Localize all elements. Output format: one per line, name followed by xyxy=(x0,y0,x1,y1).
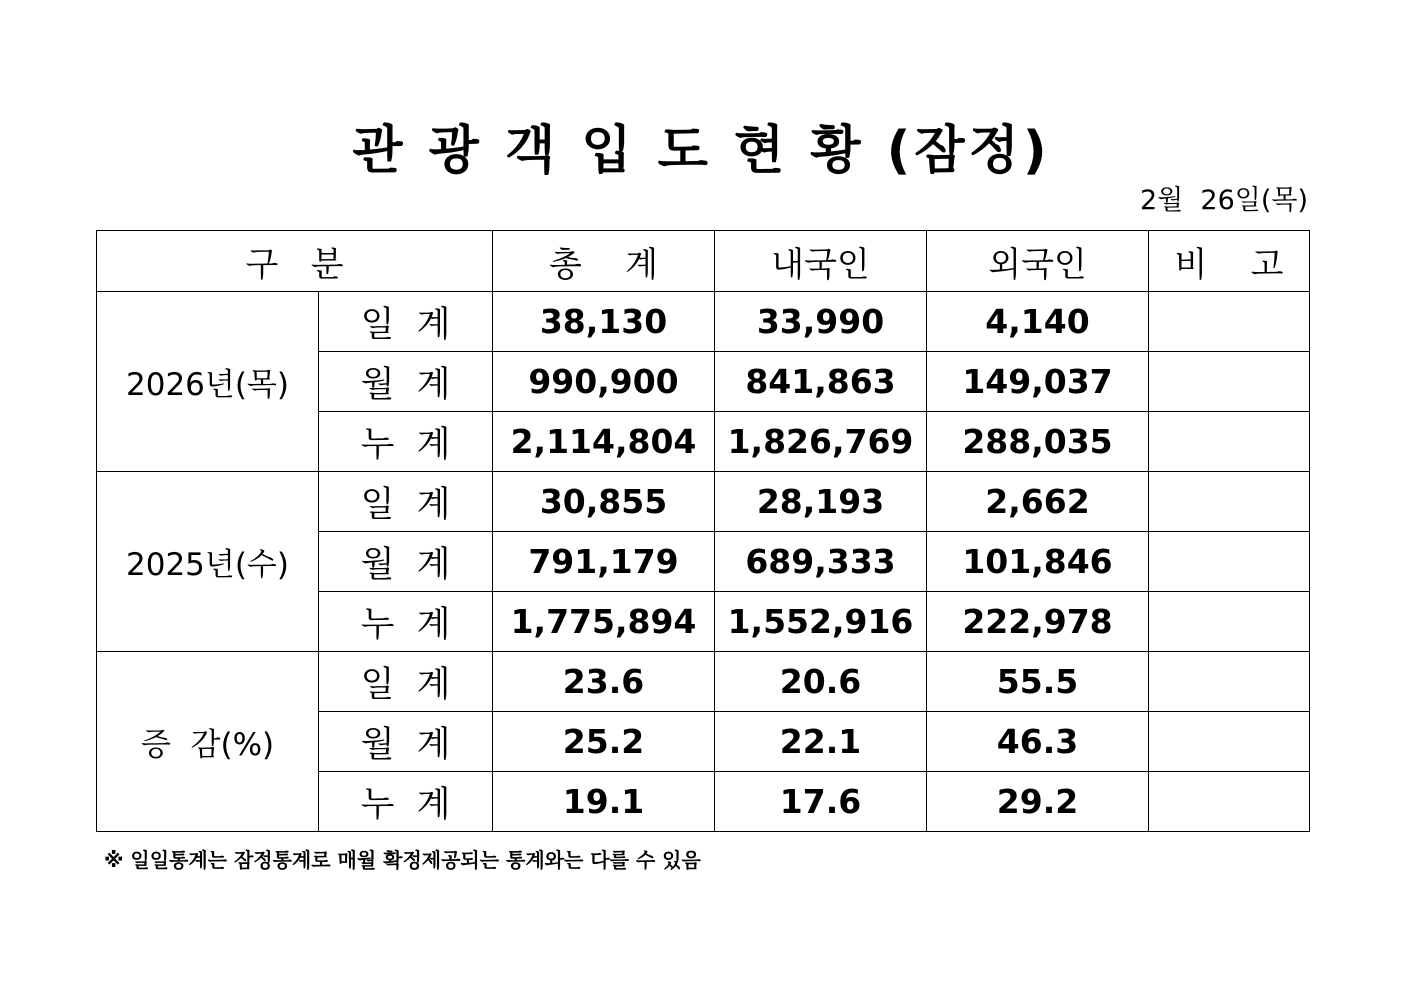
row-label: 월 계 xyxy=(319,712,493,772)
cell-remarks xyxy=(1149,652,1310,712)
row-label: 누 계 xyxy=(319,772,493,832)
cell-total: 2,114,804 xyxy=(493,412,715,472)
cell-foreign: 288,035 xyxy=(927,412,1149,472)
cell-remarks xyxy=(1149,292,1310,352)
row-label: 일 계 xyxy=(319,292,493,352)
page-title: 관 광 객 입 도 현 황 (잠정) xyxy=(352,121,1051,181)
footnote: ※ 일일통계는 잠정통계로 매월 확정제공되는 통계와는 다를 수 있음 xyxy=(104,848,701,872)
cell-remarks xyxy=(1149,472,1310,532)
cell-foreign: 2,662 xyxy=(927,472,1149,532)
group-label-2025: 2025년(수) xyxy=(97,472,319,652)
row-label: 월 계 xyxy=(319,352,493,412)
row-label: 일 계 xyxy=(319,472,493,532)
cell-domestic: 1,826,769 xyxy=(715,412,927,472)
table-row xyxy=(97,292,1310,352)
cell-foreign: 4,140 xyxy=(927,292,1149,352)
table-header-row xyxy=(97,231,1310,292)
cell-total: 990,900 xyxy=(493,352,715,412)
group-label-2026: 2026년(목) xyxy=(97,292,319,472)
header-domestic: 내국인 xyxy=(715,231,927,292)
row-label: 일 계 xyxy=(319,652,493,712)
cell-domestic: 841,863 xyxy=(715,352,927,412)
row-label: 누 계 xyxy=(319,592,493,652)
cell-domestic: 20.6 xyxy=(715,652,927,712)
cell-total: 791,179 xyxy=(493,532,715,592)
cell-remarks xyxy=(1149,352,1310,412)
cell-domestic: 1,552,916 xyxy=(715,592,927,652)
header-remarks: 비 고 xyxy=(1149,231,1310,292)
cell-total: 19.1 xyxy=(493,772,715,832)
cell-total: 25.2 xyxy=(493,712,715,772)
cell-domestic: 33,990 xyxy=(715,292,927,352)
cell-remarks xyxy=(1149,412,1310,472)
report-date: 2월 26일(목) xyxy=(1139,185,1308,216)
cell-remarks xyxy=(1149,712,1310,772)
cell-foreign: 46.3 xyxy=(927,712,1149,772)
cell-total: 1,775,894 xyxy=(493,592,715,652)
cell-domestic: 28,193 xyxy=(715,472,927,532)
cell-total: 23.6 xyxy=(493,652,715,712)
cell-foreign: 222,978 xyxy=(927,592,1149,652)
group-label-change: 증 감(%) xyxy=(97,652,319,832)
cell-total: 38,130 xyxy=(493,292,715,352)
cell-domestic: 17.6 xyxy=(715,772,927,832)
table-row xyxy=(97,472,1310,532)
cell-foreign: 29.2 xyxy=(927,772,1149,832)
header-category: 구 분 xyxy=(97,231,493,292)
header-foreign: 외국인 xyxy=(927,231,1149,292)
header-total: 총 계 xyxy=(493,231,715,292)
cell-remarks xyxy=(1149,532,1310,592)
cell-remarks xyxy=(1149,592,1310,652)
cell-total: 30,855 xyxy=(493,472,715,532)
cell-foreign: 149,037 xyxy=(927,352,1149,412)
table-row xyxy=(97,652,1310,712)
tourist-arrivals-table xyxy=(96,230,1310,832)
cell-domestic: 689,333 xyxy=(715,532,927,592)
cell-foreign: 101,846 xyxy=(927,532,1149,592)
cell-domestic: 22.1 xyxy=(715,712,927,772)
cell-foreign: 55.5 xyxy=(927,652,1149,712)
row-label: 누 계 xyxy=(319,412,493,472)
row-label: 월 계 xyxy=(319,532,493,592)
cell-remarks xyxy=(1149,772,1310,832)
